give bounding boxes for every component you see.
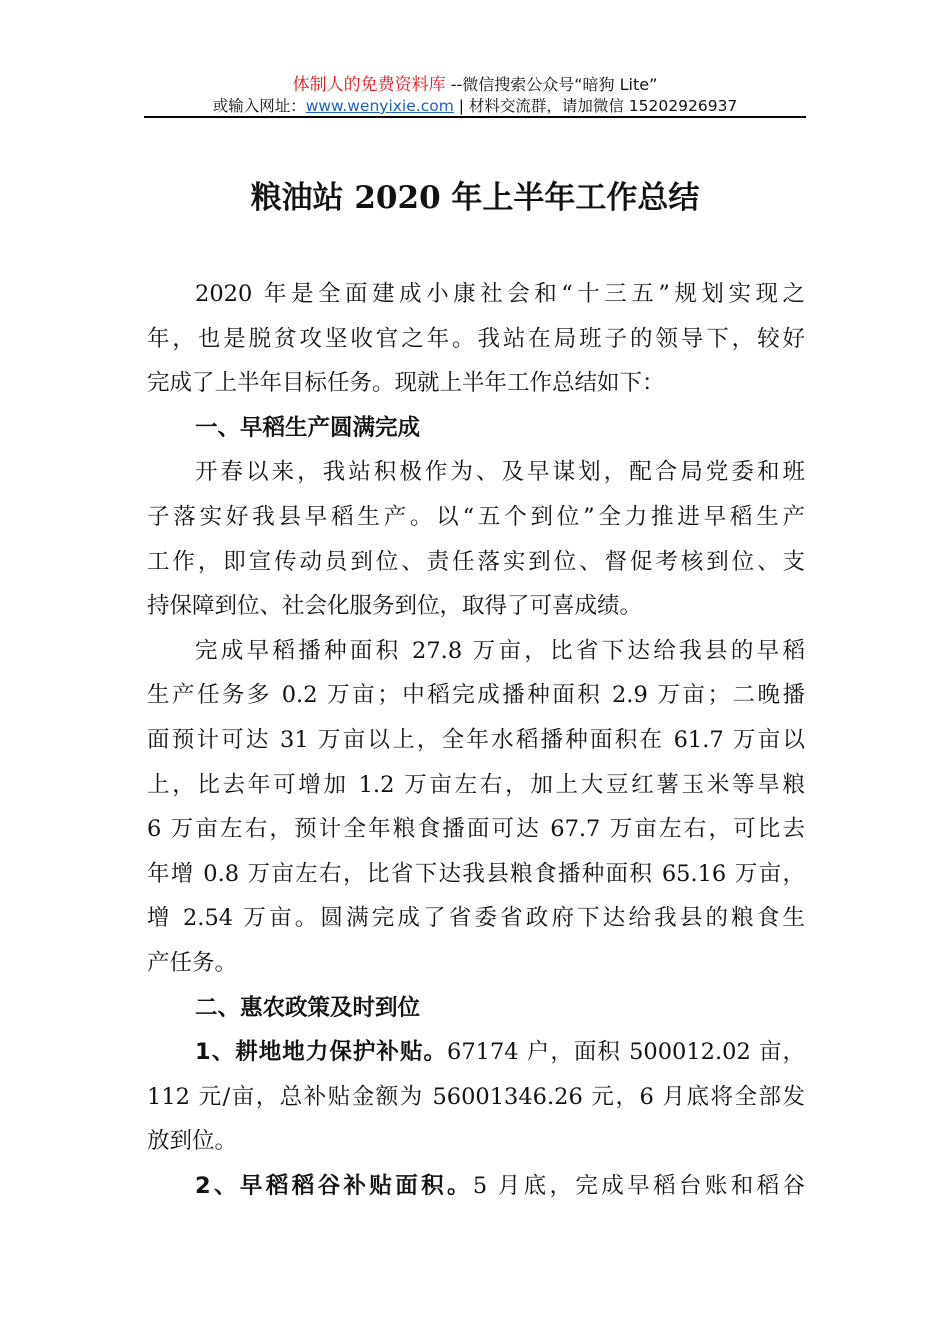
line-text: 年，也是脱贫攻坚收官之年。我站在局班子的领导下，较好 — [147, 325, 805, 352]
text-line — [147, 540, 805, 585]
line-text: 二、惠农政策及时到位 — [195, 994, 421, 1021]
text-line — [147, 1030, 805, 1075]
text-line — [147, 807, 805, 852]
contact-text: | 材料交流群，请加微信 15202926937 — [453, 97, 738, 115]
line-text: 完成早稻播种面积 27.8 万亩，比省下达给我县的早稻 — [195, 637, 805, 664]
watermark-header-line1 — [0, 70, 950, 95]
text-line — [147, 852, 805, 897]
line-text: 工作，即宣传动员到位、责任落实到位、督促考核到位、支 — [147, 548, 805, 575]
text-line — [147, 1119, 805, 1164]
text-line — [147, 673, 805, 718]
text-line — [147, 361, 805, 406]
line-text: 一、早稻生产圆满完成 — [195, 414, 421, 441]
website-link[interactable]: www.wenyixie.com — [305, 97, 454, 115]
text-line — [147, 1164, 805, 1209]
text-line — [147, 941, 805, 986]
line-text: 6 万亩左右，预计全年粮食播面可达 67.7 万亩左右，可比去 — [147, 816, 805, 843]
line-text: 2020 年是全面建成小康社会和“十三五”规划实现之 — [195, 281, 805, 307]
text-line — [147, 450, 805, 495]
section-heading — [147, 406, 805, 451]
watermark-header-line2 — [0, 94, 950, 116]
line-text: 5 月底，完成早稻台账和稻谷 — [472, 1172, 806, 1199]
line-text: 生产任务多 0.2 万亩；中稻完成播种面积 2.9 万亩；二晚播 — [147, 682, 805, 709]
line-text: 上，比去年可增加 1.2 万亩左右，加上大豆红薯玉米等旱粮 — [147, 771, 805, 798]
brand-text: 体制人的免费资料库 — [292, 75, 446, 95]
line-text: 开春以来，我站积极作为、及早谋划，配合局党委和班 — [195, 459, 805, 486]
text-line — [147, 317, 805, 362]
line-text: 完成了上半年目标任务。现就上半年工作总结如下： — [147, 370, 665, 397]
item-lead: 2、早稻稻谷补贴面积。 — [195, 1172, 473, 1199]
item-lead: 1、耕地地力保护补贴。 — [195, 1039, 448, 1066]
section-heading — [147, 986, 805, 1031]
line-text: 112 元/亩，总补贴金额为 56001346.26 元，6 月底将全部发 — [147, 1083, 805, 1110]
header-divider — [144, 116, 806, 118]
brand-suffix: --微信搜索公众号“暗狗 Lite” — [445, 75, 658, 94]
text-line — [147, 495, 805, 540]
text-line — [147, 272, 805, 317]
text-line — [147, 896, 805, 941]
text-line — [147, 584, 805, 629]
line-text: 子落实好我县早稻生产。以“五个到位”全力推进早稻生产 — [147, 503, 805, 530]
line-text: 增 2.54 万亩。圆满完成了省委省政府下达给我县的粮食生 — [147, 905, 805, 932]
text-line — [147, 629, 805, 674]
url-prefix: 或输入网址： — [212, 97, 306, 115]
text-line — [147, 763, 805, 808]
text-line — [147, 1075, 805, 1120]
line-text: 67174 户，面积 500012.02 亩， — [447, 1039, 806, 1066]
text-line — [147, 718, 805, 763]
document-title: 粮油站 2020 年上半年工作总结 — [250, 180, 700, 216]
line-text: 持保障到位、社会化服务到位，取得了可喜成绩。 — [147, 593, 643, 620]
line-text: 放到位。 — [147, 1128, 238, 1155]
line-text: 面预计可达 31 万亩以上，全年水稻播种面积在 61.7 万亩以 — [147, 726, 805, 753]
line-text: 年增 0.8 万亩左右，比省下达我县粮食播种面积 65.16 万亩， — [147, 860, 805, 887]
line-text: 产任务。 — [147, 949, 238, 976]
document-body — [147, 272, 805, 1208]
